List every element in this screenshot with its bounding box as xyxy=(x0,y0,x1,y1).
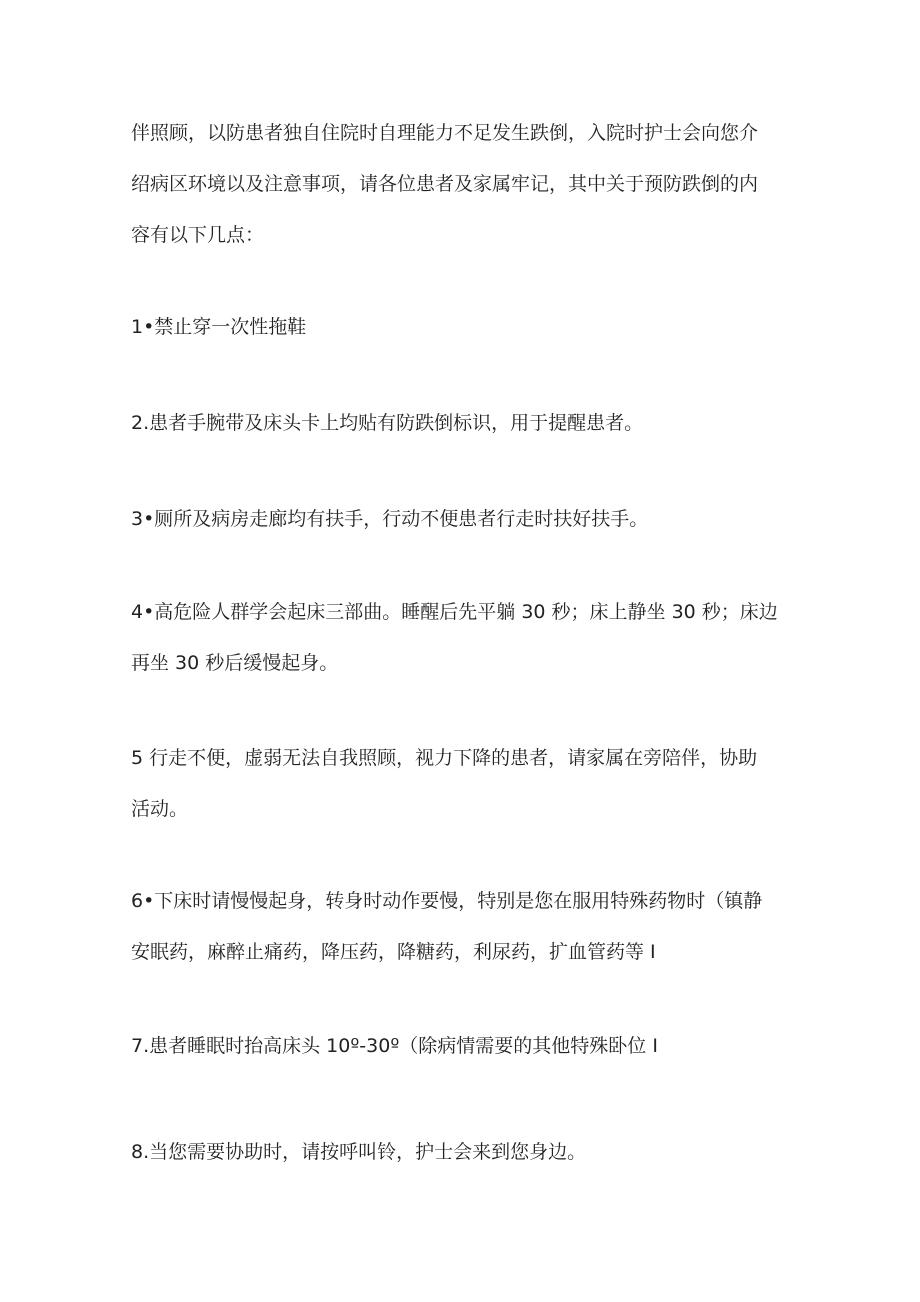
intro-line: 容有以下几点： xyxy=(131,224,265,246)
list-item-4 xyxy=(131,587,811,689)
list-item-text: 活动。 xyxy=(131,798,189,820)
list-item-7 xyxy=(131,1021,811,1072)
list-item-text: 6•下床时请慢慢起身，转身时动作要慢，特别是您在服用特殊药物时（镇静 xyxy=(131,890,763,912)
list-item-text: 1•禁止穿一次性拖鞋 xyxy=(131,316,307,338)
list-item-5 xyxy=(131,733,811,835)
list-item-text: 再坐 30 秒后缓慢起身。 xyxy=(131,652,339,674)
list-item-text: 安眠药，麻醉止痛药，降压药，降糖药，利尿药，扩血管药等 I xyxy=(131,941,656,963)
list-item-text: 5 行走不便，虚弱无法自我照顾，视力下降的患者，请家属在旁陪伴，协助 xyxy=(131,747,758,769)
list-item-8 xyxy=(131,1127,811,1178)
list-item-2 xyxy=(131,398,811,449)
list-item-text: 3•厕所及病房走廊均有扶手，行动不便患者行走时扶好扶手。 xyxy=(131,508,649,530)
intro-line: 伴照顾，以防患者独自住院时自理能力不足发生跌倒，入院时护士会向您介 xyxy=(131,122,759,144)
list-item-text: 4•高危险人群学会起床三部曲。睡醒后先平躺 30 秒；床上静坐 30 秒；床边 xyxy=(131,601,778,623)
list-item-text: 8.当您需要协助时，请按呼叫铃，护士会来到您身边。 xyxy=(131,1141,587,1163)
list-item-1 xyxy=(131,302,811,353)
intro-paragraph xyxy=(131,108,811,261)
list-item-text: 2.患者手腕带及床头卡上均贴有防跌倒标识，用于提醒患者。 xyxy=(131,412,644,434)
list-item-6 xyxy=(131,876,811,978)
list-item-3 xyxy=(131,494,811,545)
list-item-text: 7.患者睡眠时抬高床头 10º-30º（除病情需要的其他特殊卧位 I xyxy=(131,1035,658,1057)
intro-line: 绍病区环境以及注意事项，请各位患者及家属牢记，其中关于预防跌倒的内 xyxy=(131,173,759,195)
